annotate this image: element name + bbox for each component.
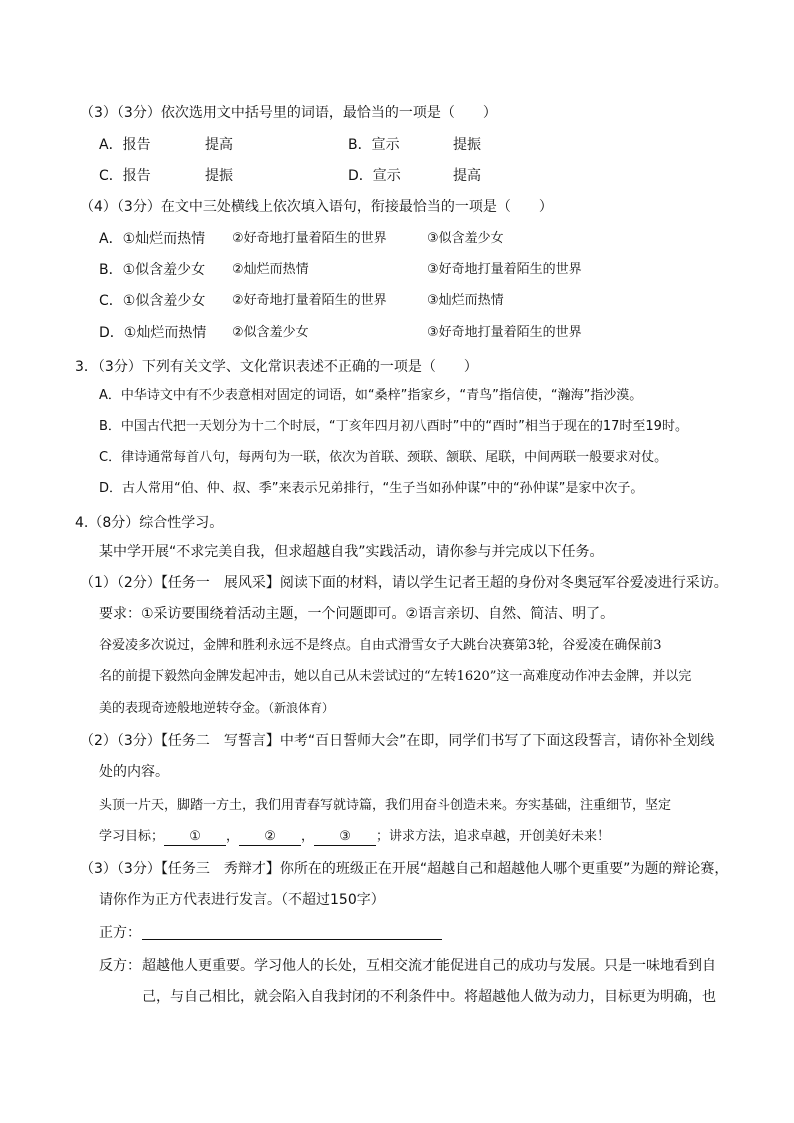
option-d-part3: ③好奇地打量着陌生的世界 xyxy=(427,325,582,340)
option-b-part2: ②灿烂而热情 xyxy=(232,262,309,277)
task-2-oath-line-1: 头顶一片天，脚踏一方土，我们用青春写就诗篇，我们用奋斗创造未来。夯实基础，注重细节，坚定 xyxy=(99,798,672,813)
question-4-intro: 某中学开展“不求完美自我，但求超越自我”实践活动，请你参与并完成以下任务。 xyxy=(99,544,604,560)
task-3-stem-line-1: （3）（3分）【任务三 秀辩才】你所在的班级正在开展“超越自己和超越他人哪个更重要”为题的辩论赛， xyxy=(80,861,729,877)
con-side-text-line-1: 超越他人更重要。学习他人的长处，互相交流才能促进自己的成功与发展。只是一味地看到自 xyxy=(142,958,716,974)
task-1-material-text: 美的表现奇迹般地逆转夺金。 xyxy=(99,701,269,716)
task-2-stem-line-1: （2）（3分）【任务二 写誓言】中考“百日誓师大会”在即，同学们书写了下面这段誓言，请你补全划线 xyxy=(80,733,715,749)
question-4-stem: 4.（8分）综合性学习。 xyxy=(75,515,224,531)
question-3-4-stem: （4）（3分）在文中三处横线上依次填入语句，衔接最恰当的一项是（ ） xyxy=(80,199,553,215)
task-1-requirement: 要求：①采访要围绕着活动主题，一个问题即可。②语言亲切、自然、简洁、明了。 xyxy=(99,606,615,622)
option-d-word2: 提高 xyxy=(453,168,481,184)
task-2-oath-line-2 xyxy=(99,828,610,846)
task-3-stem-line-2: 请你作为正方代表进行发言。（不超过150字） xyxy=(99,892,385,908)
option-b-part3: ③好奇地打量着陌生的世界 xyxy=(427,262,582,277)
option-b-letter: B．宣示 xyxy=(348,137,400,153)
question-3-3-stem: （3）（3分）依次选用文中括号里的词语，最恰当的一项是（ ） xyxy=(80,105,497,121)
option-c-part3: ③灿烂而热情 xyxy=(427,293,504,308)
option-a-part3: ③似含羞少女 xyxy=(427,231,504,246)
blank-1[interactable]: ① xyxy=(164,829,226,846)
pro-side-answer-line[interactable] xyxy=(142,939,442,940)
option-b-word2: 提振 xyxy=(453,137,481,153)
option-c-word2: 提振 xyxy=(205,168,233,184)
option-d-part1: D．①灿烂而热情 xyxy=(99,325,207,341)
task-2-stem-line-2: 处的内容。 xyxy=(99,764,169,780)
option-a-letter: A．报告 xyxy=(99,137,151,153)
separator-2: ， xyxy=(301,829,315,844)
question-3-option-b: B．中国古代把一天划分为十二个时辰，“丁亥年四月初八酉时”中的“酉时”相当于现在的17时至19时。 xyxy=(99,419,688,434)
question-3-option-c: C．律诗通常每首八句，每两句为一联，依次为首联、颈联、颔联、尾联，中间两联一般要求对仗。 xyxy=(99,450,668,465)
option-b-part1: B．①似含羞少女 xyxy=(99,262,206,278)
blank-3[interactable]: ③ xyxy=(314,829,376,846)
task-1-stem: （1）（2分）【任务一 展风采】阅读下面的材料，请以学生记者王超的身份对冬奥冠军谷爱凌进行采访。 xyxy=(80,575,728,591)
question-3-option-a: A．中华诗文中有不少表意相对固定的词语，如“桑梓”指家乡，“青鸟”指信使，“瀚海”指沙漠。 xyxy=(99,388,643,403)
task-1-material-line-1: 谷爱凌多次说过，金牌和胜利永远不是终点。自由式滑雪女子大跳台决赛第3轮，谷爱凌在确保前3 xyxy=(99,638,662,653)
option-a-part1: A．①灿烂而热情 xyxy=(99,231,206,247)
option-c-part2: ②好奇地打量着陌生的世界 xyxy=(232,293,387,308)
option-d-part2: ②似含羞少女 xyxy=(232,325,309,340)
option-c-letter: C．报告 xyxy=(99,168,151,184)
pro-side-label: 正方： xyxy=(99,925,141,941)
option-a-part2: ②好奇地打量着陌生的世界 xyxy=(232,231,387,246)
question-3-stem: 3．（3分）下列有关文学、文化常识表述不正确的一项是（ ） xyxy=(75,359,478,375)
task-2-oath-prefix: 学习目标； xyxy=(99,829,165,844)
option-a-word2: 提高 xyxy=(205,137,233,153)
separator-1: ， xyxy=(226,829,240,844)
task-1-material-line-2: 名的前提下毅然向金牌发起冲击，她以自己从未尝试过的“左转1620”这一高难度动作冲去金牌，并以完 xyxy=(99,669,692,684)
task-1-material-source: （新浪体育） xyxy=(268,701,335,715)
option-d-letter: D．宣示 xyxy=(348,168,401,184)
question-3-option-d: D．古人常用“伯、仲、叔、季”来表示兄弟排行，“生子当如孙仲谋”中的“孙仲谋”是家中次子。 xyxy=(99,481,644,496)
con-side-text-line-2: 己，与自己相比，就会陷入自我封闭的不利条件中。将超越他人做为动力，目标更为明确，也 xyxy=(142,989,716,1005)
task-1-material-line-3 xyxy=(99,699,334,718)
con-side-label: 反方： xyxy=(99,958,141,974)
blank-2[interactable]: ② xyxy=(239,829,301,846)
option-c-part1: C．①似含羞少女 xyxy=(99,293,206,309)
task-2-oath-suffix: ；讲求方法，追求卓越，开创美好未来！ xyxy=(376,829,611,844)
